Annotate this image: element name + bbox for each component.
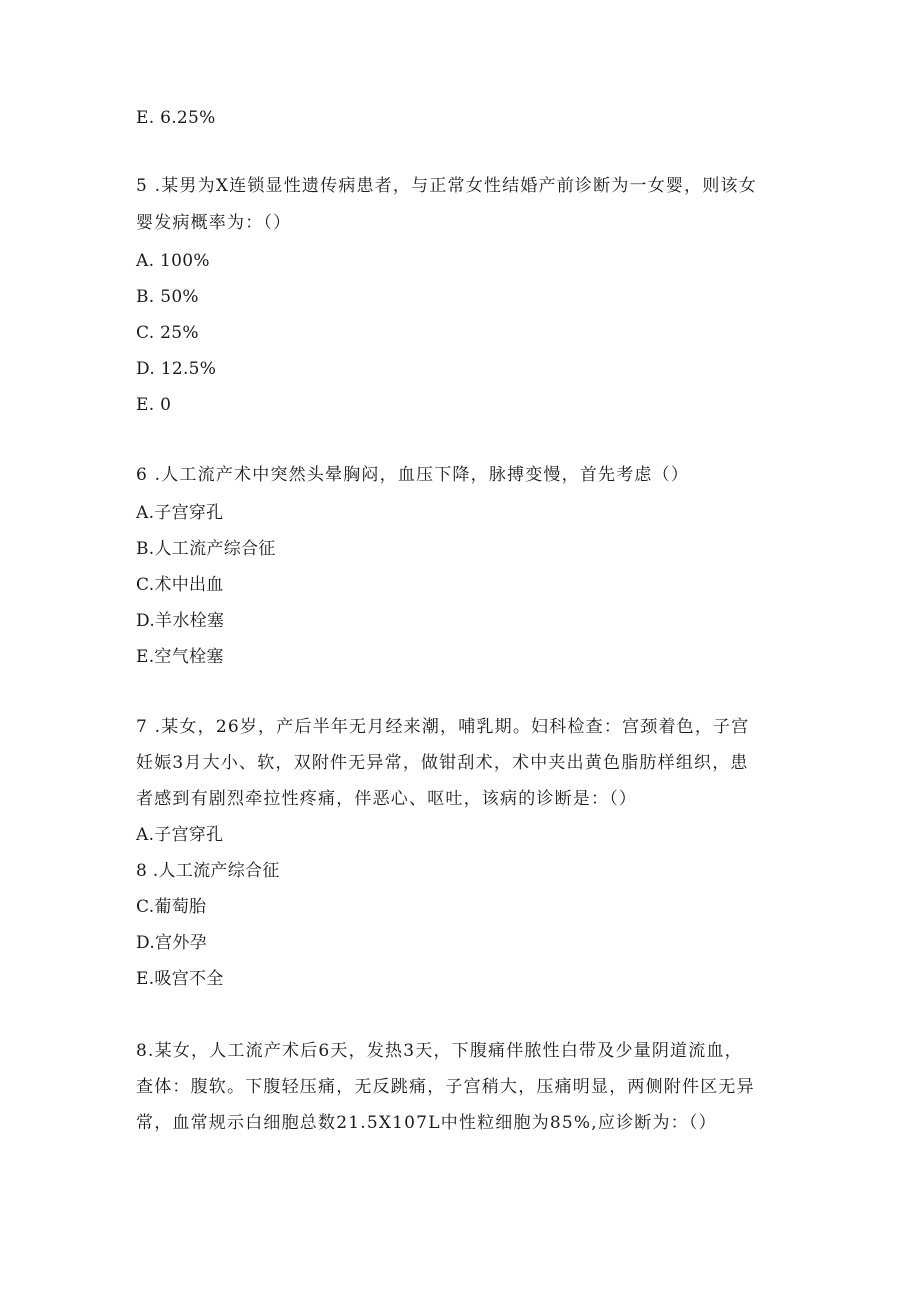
question-5-line-1: 5 .某男为X连锁显性遗传病患者，与正常女性结婚产前诊断为一女婴，则该女 <box>136 176 757 196</box>
option-q5-a: A. 100% <box>136 251 210 271</box>
option-q4-e: E. 6.25% <box>136 108 216 128</box>
option-q7-d: D.宫外孕 <box>136 933 207 953</box>
option-q5-c: C. 25% <box>136 323 199 343</box>
option-q5-e: E. 0 <box>136 395 172 415</box>
question-7-line-3: 者感到有剧烈牵拉性疼痛，伴恶心、呕吐，该病的诊断是：（） <box>136 789 638 809</box>
option-q6-d: D.羊水栓塞 <box>136 611 225 631</box>
question-8-line-1: 8.某女，人工流产术后6天，发热3天，下腹痛伴脓性白带及少量阴道流血， <box>136 1041 743 1061</box>
question-5-line-2: 婴发病概率为：（） <box>136 213 292 233</box>
question-7-line-1: 7 .某女，26岁，产后半年无月经来潮，哺乳期。妇科检查：宫颈着色，子宫 <box>136 717 750 737</box>
option-q7-a: A.子宫穿孔 <box>136 825 224 845</box>
option-q7-e: E.吸宫不全 <box>136 969 224 989</box>
option-q7-c: C.葡萄胎 <box>136 897 207 917</box>
option-q6-a: A.子宫穿孔 <box>136 503 224 523</box>
question-6-line-1: 6 .人工流产术中突然头晕胸闷，血压下降，脉搏变慢，首先考虑（） <box>136 465 690 485</box>
question-8-line-2: 查体：腹软。下腹轻压痛，无反跳痛，子宫稍大，压痛明显，两侧附件区无异 <box>136 1077 755 1097</box>
option-q6-b: B.人工流产综合征 <box>136 539 276 559</box>
question-8-line-3: 常，血常规示白细胞总数21.5X107L中性粒细胞为85%,应诊断为：（） <box>136 1113 717 1133</box>
option-q7-b: 8 .人工流产综合征 <box>136 861 280 881</box>
question-7-line-2: 妊娠3月大小、软，双附件无异常，做钳刮术，术中夹出黄色脂肪样组织，患 <box>136 753 749 773</box>
option-q5-d: D. 12.5% <box>136 359 217 379</box>
option-q5-b: B. 50% <box>136 287 199 307</box>
option-q6-e: E.空气栓塞 <box>136 647 224 667</box>
option-q6-c: C.术中出血 <box>136 575 224 595</box>
